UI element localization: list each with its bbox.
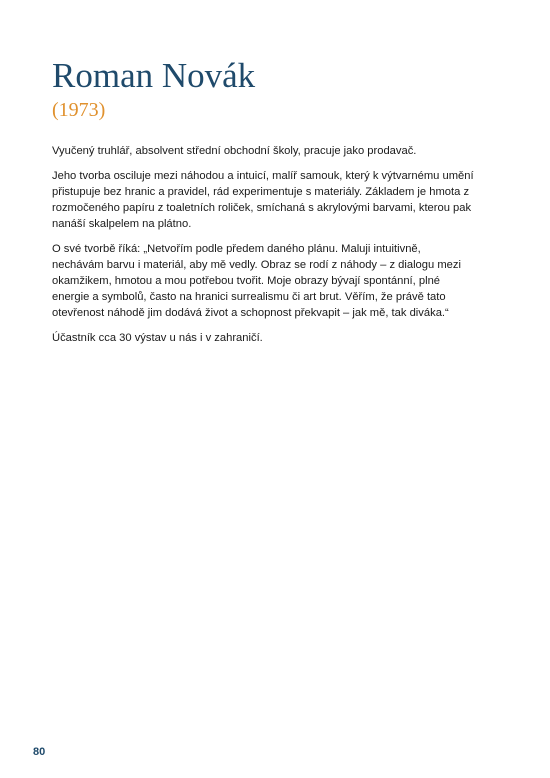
bio-paragraph-work: Jeho tvorba osciluje mezi náhodou a intuicí, malíř samouk, který k výtvarnému umění přistupuje bez hranic a pravidel, rád experimentuje s materiály. Základem je hmota z rozmočeného papíru z toaletních roliček, smíchaná s akrylovými barvami, kterou pak nanáší skalpelem na plátno. [52, 170, 474, 230]
bio-paragraph-training: Vyučený truhlář, absolvent střední obchodní školy, pracuje jako prodavač. [52, 145, 417, 157]
artist-name: Roman Novák [52, 56, 256, 95]
biography-text [52, 143, 474, 355]
page-number: 80 [33, 746, 46, 758]
bio-paragraph-quote: O své tvorbě říká: „Netvořím podle předem daného plánu. Maluji intuitivně, nechávám barvu i materiál, aby mě vedly. Obraz se rodí z náhody – z dialogu mezi okamžikem, hmotou a mou potřebou tvořit. Moje obrazy bývají spontánní, plné energie a symbolů, často na hranici surrealismu či art brut. Věřím, že právě tato otevřenost náhodě jim dodává život a schopnost překvapit – jak mě, tak diváka.“ [52, 243, 461, 319]
artist-birth-year: (1973) [52, 99, 106, 121]
bio-paragraph-exhibitions: Účastník cca 30 výstav u nás i v zahraničí. [52, 332, 263, 344]
